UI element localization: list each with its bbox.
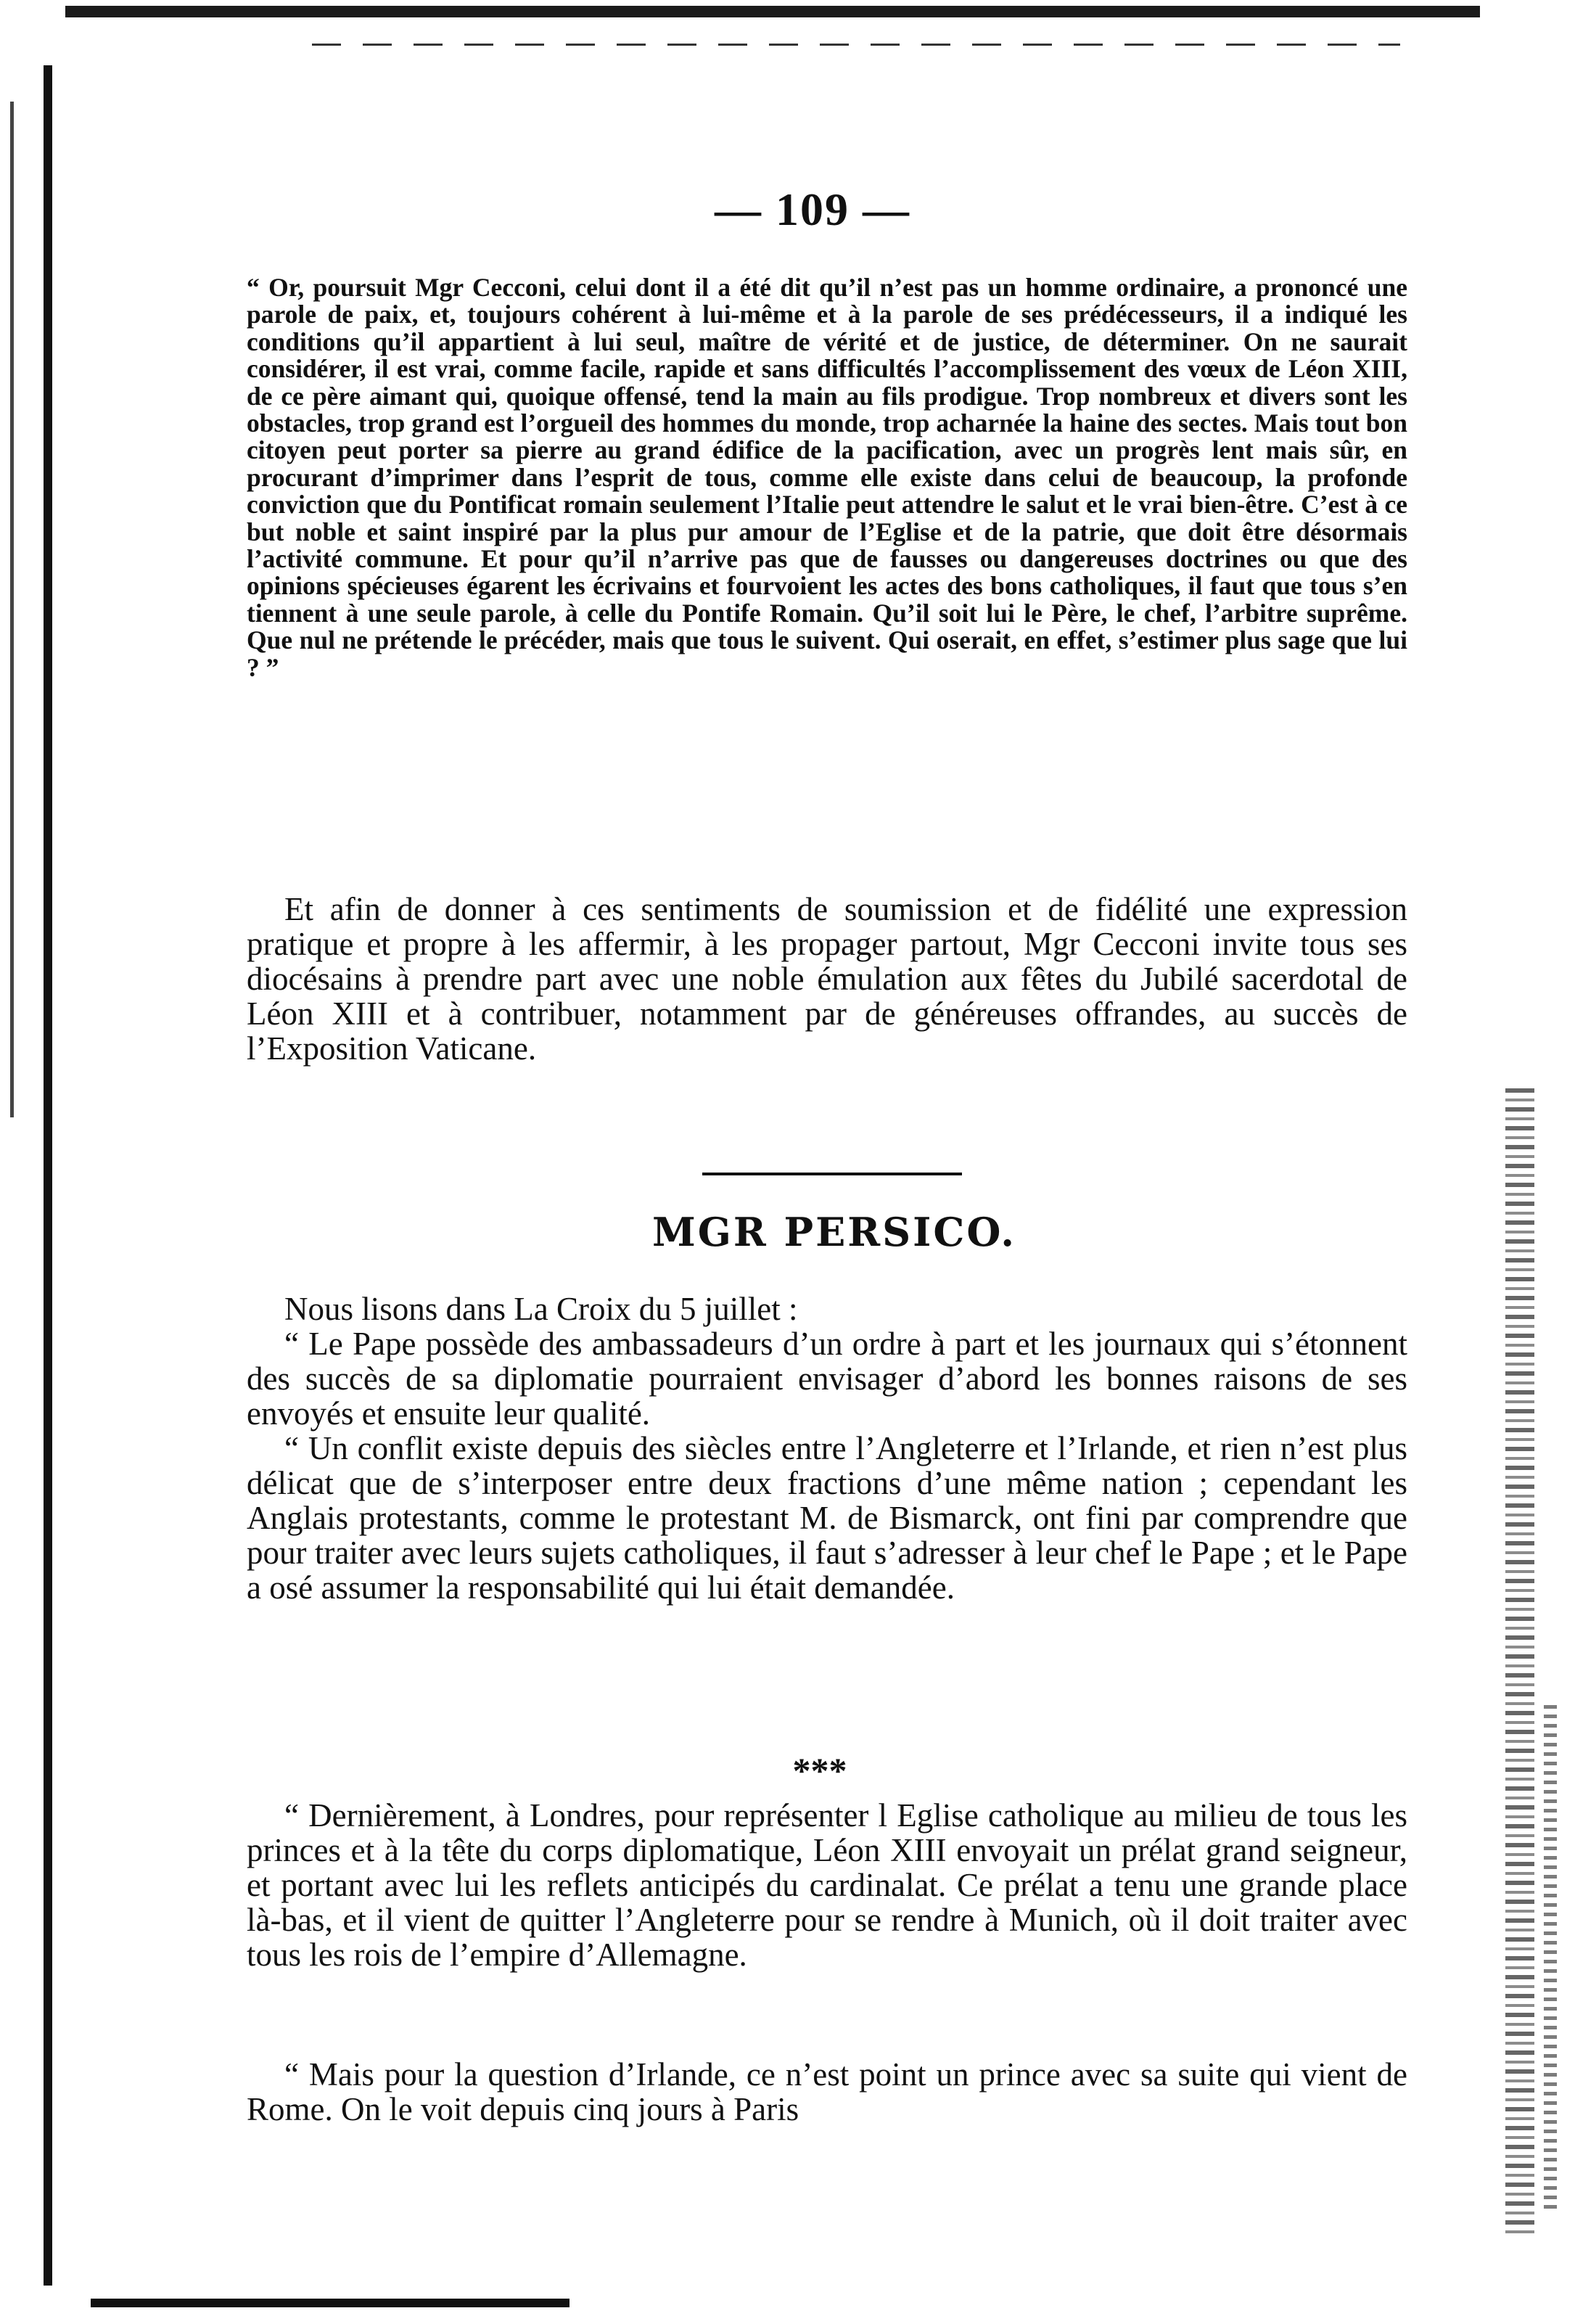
section-body-bottom (247, 2057, 1407, 2127)
quoted-letter-block (247, 274, 1407, 681)
scan-border-right-noise (1505, 1088, 1534, 2235)
scan-border-top (65, 6, 1480, 17)
asterism: *** (792, 1750, 847, 1791)
quoted-letter-paragraph: “ Or, poursuit Mgr Cecconi, celui dont il a été dit qu’il n’est pas un homme ordinaire, a prononcé une parole de paix, et, toujours cohérent à lui-même et à la parole de ses prédécesseurs, il a indiqué les conditions qu’il appartient à lui seul, maître de vérité et de justice, de déterminer. On ne saurait considérer, il est vrai, comme facile, rapide et sans difficultés l’accomplissement des vœux de Léon XIII, de ce père aimant qui, quoique offensé, tend la main au fils prodigue. Trop nombreux et divers sont les obstacles, trop grand est l’orgueil des hommes du monde, trop acharnée la haine des sectes. Mais tout bon citoyen peut porter sa pierre au grand édifice de la pacification, avec un progrès lent mais sûr, en procurant d’imprimer dans l’esprit de tous, comme elle existe dans celui de beaucoup, la profonde conviction que du Pontificat romain seulement l’Italie peut attendre le salut et le vrai bien-être. C’est à ce but noble et saint inspiré par la plus pur amour de l’Eglise et de la patrie, que doit être désormais l’activité commune. Et pour qu’il n’arrive pas que de fausses ou dangereuses doctrines ou que des opinions spécieuses égarent les écrivains et fourvoient les actes des bons catholiques, il faut que tous s’en tiennent à une seule parole, à celle du Pontife Romain. Qu’il soit lui le Père, le chef, l’arbitre suprême. Que nul ne prétende le précéder, mais que tous le suivent. Qui oserait, en effet, s’estimer plus sage que lui ? ” (247, 273, 1407, 682)
scan-border-left-outer (10, 102, 14, 1117)
body-block (247, 892, 1407, 1066)
body-paragraph: Et afin de donner à ces sentiments de soumission et de fidélité une expression pratique et propre à les affermir, à les propager partout, Mgr Cecconi invite tous ses diocésains à prendre part avec une noble émulation aux fêtes du Jubilé sacerdotal de Léon XIII et à contribuer, notamment par de généreuses offrandes, au succès de l’Exposition Vaticane. (247, 891, 1407, 1067)
section-paragraph-2: “ Le Pape possède des ambassadeurs d’un ordre à part et les journaux qui s’étonnent des succès de sa diplomatie pourraient envisager d’abord les bonnes raisons de ses envoyés et ensuite leur qualité. (247, 1326, 1407, 1432)
scan-border-bottom (91, 2299, 569, 2307)
scan-border-left (44, 65, 52, 2286)
section-heading: MGR PERSICO. (651, 1209, 1017, 1255)
page-number: — 109 — (715, 184, 910, 235)
scan-border-top-dashes (312, 44, 1400, 46)
section-paragraph-3: “ Un conflit existe depuis des siècles entre l’Angleterre et l’Irlande, et rien n’est plus délicat que de s’interposer entre deux fractions d’une même nation ; cependant les Anglais protestants, comme le protestant M. de Bismarck, ont fini par comprendre que pour traiter avec leurs sujets catholiques, il faut s’adresser à leur chef le Pape ; et le Pape a osé assumer la responsabilité qui lui était demandée. (247, 1430, 1407, 1606)
section-paragraph-1: Nous lisons dans La Croix du 5 juillet : (284, 1291, 798, 1327)
section-paragraph-5: “ Mais pour la question d’Irlande, ce n’est point un prince avec sa suite qui vient de Rome. On le voit depuis cinq jours à Paris (247, 2056, 1407, 2127)
section-divider (702, 1173, 962, 1175)
section-body-top (247, 1292, 1407, 1605)
section-body-middle (247, 1798, 1407, 1972)
scan-border-right-noise-outer (1544, 1705, 1557, 2213)
section-paragraph-4: “ Dernièrement, à Londres, pour représenter l Eglise catholique au milieu de tous les princes et à la tête du corps diplomatique, Léon XIII envoyait un prélat grand seigneur, et portant avec lui les reflets anticipés du cardinalat. Ce prélat a tenu une grande place là-bas, et il vient de quitter l’Angleterre pour se rendre à Munich, où il doit traiter avec tous les rois de l’empire d’Allemagne. (247, 1797, 1407, 1973)
